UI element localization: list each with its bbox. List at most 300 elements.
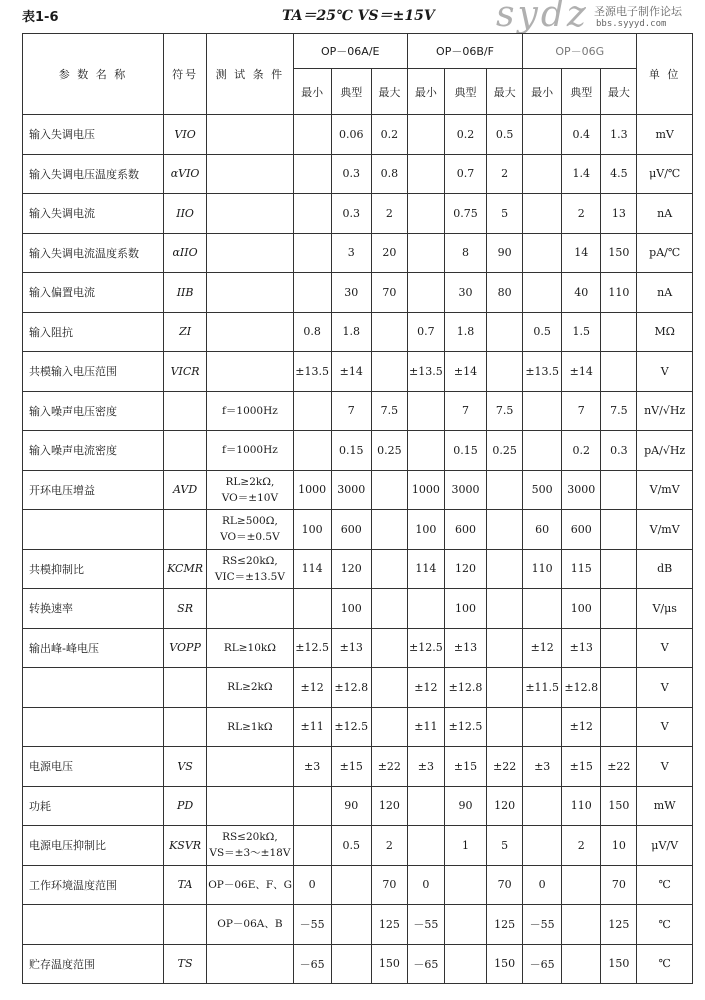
table-row bbox=[23, 273, 693, 313]
param-unit: nA bbox=[637, 273, 693, 313]
value-typ: 0.3 bbox=[331, 154, 371, 194]
value-max bbox=[601, 668, 637, 708]
param-name: 输入失调电流温度系数 bbox=[23, 233, 164, 273]
test-condition bbox=[207, 115, 293, 155]
test-condition bbox=[207, 352, 293, 392]
value-min: ±11 bbox=[407, 707, 444, 747]
param-symbol bbox=[163, 707, 206, 747]
param-unit: V bbox=[637, 707, 693, 747]
value-min bbox=[293, 194, 331, 234]
value-min: 110 bbox=[523, 549, 562, 589]
test-condition bbox=[207, 628, 293, 668]
value-max: 125 bbox=[487, 905, 523, 945]
value-typ: 1.8 bbox=[444, 312, 486, 352]
value-typ: 8 bbox=[444, 233, 486, 273]
value-typ: 600 bbox=[444, 510, 486, 550]
param-unit: ℃ bbox=[637, 865, 693, 905]
value-max: 70 bbox=[601, 865, 637, 905]
param-name bbox=[23, 707, 164, 747]
value-typ: 40 bbox=[562, 273, 601, 313]
value-min: 60 bbox=[523, 510, 562, 550]
value-max bbox=[601, 510, 637, 550]
param-symbol: αVIO bbox=[163, 154, 206, 194]
value-min: ±12.5 bbox=[407, 628, 444, 668]
table-row bbox=[23, 826, 693, 866]
header-typ: 典型 bbox=[331, 69, 371, 115]
value-min: －65 bbox=[523, 944, 562, 984]
value-min: 114 bbox=[407, 549, 444, 589]
table-row bbox=[23, 707, 693, 747]
value-min bbox=[407, 431, 444, 471]
value-typ: 0.3 bbox=[331, 194, 371, 234]
test-conditions: TA＝25℃ VS＝±15V bbox=[282, 8, 435, 24]
param-unit: V bbox=[637, 352, 693, 392]
test-condition bbox=[207, 865, 293, 905]
param-unit: V/mV bbox=[637, 470, 693, 510]
table-row bbox=[23, 668, 693, 708]
header-test: 测 试 条 件 bbox=[207, 34, 293, 115]
value-max bbox=[601, 589, 637, 629]
test-condition bbox=[207, 194, 293, 234]
value-max: 125 bbox=[601, 905, 637, 945]
value-typ: 1.4 bbox=[562, 154, 601, 194]
param-unit: V bbox=[637, 628, 693, 668]
param-symbol: KSVR bbox=[163, 826, 206, 866]
test-condition-line: VO＝±0.5V bbox=[220, 531, 280, 544]
value-max: ±22 bbox=[601, 747, 637, 787]
test-condition bbox=[207, 826, 293, 866]
value-min bbox=[293, 431, 331, 471]
header-min: 最小 bbox=[407, 69, 444, 115]
value-max bbox=[601, 628, 637, 668]
watermark bbox=[488, 0, 705, 34]
test-condition-line: RL≥10kΩ bbox=[223, 641, 276, 654]
value-typ: ±12 bbox=[562, 707, 601, 747]
value-typ: ±13 bbox=[331, 628, 371, 668]
value-max bbox=[487, 470, 523, 510]
value-min: ±3 bbox=[407, 747, 444, 787]
value-typ: 1.5 bbox=[562, 312, 601, 352]
value-max bbox=[601, 707, 637, 747]
value-typ: 0.75 bbox=[444, 194, 486, 234]
value-max bbox=[371, 549, 407, 589]
header-min: 最小 bbox=[523, 69, 562, 115]
value-min bbox=[523, 786, 562, 826]
value-max: 1.3 bbox=[601, 115, 637, 155]
value-max bbox=[601, 549, 637, 589]
value-max bbox=[371, 628, 407, 668]
param-unit: V bbox=[637, 747, 693, 787]
value-typ: ±14 bbox=[444, 352, 486, 392]
value-min: 0 bbox=[407, 865, 444, 905]
test-condition bbox=[207, 233, 293, 273]
param-name bbox=[23, 668, 164, 708]
param-name: 共模抑制比 bbox=[23, 549, 164, 589]
param-symbol: VICR bbox=[163, 352, 206, 392]
table-row bbox=[23, 549, 693, 589]
value-typ: ±12.5 bbox=[331, 707, 371, 747]
value-typ: 110 bbox=[562, 786, 601, 826]
param-symbol: IIB bbox=[163, 273, 206, 313]
value-max: 80 bbox=[487, 273, 523, 313]
test-condition-line: VIC＝±13.5V bbox=[214, 570, 285, 583]
param-symbol bbox=[163, 391, 206, 431]
value-min bbox=[407, 194, 444, 234]
value-max: 0.3 bbox=[601, 431, 637, 471]
table-row bbox=[23, 431, 693, 471]
value-min: 0 bbox=[293, 865, 331, 905]
param-symbol: ZI bbox=[163, 312, 206, 352]
value-typ: 100 bbox=[562, 589, 601, 629]
param-name: 转换速率 bbox=[23, 589, 164, 629]
value-typ: 90 bbox=[331, 786, 371, 826]
value-typ: 0.7 bbox=[444, 154, 486, 194]
value-max: 150 bbox=[601, 786, 637, 826]
value-max: 5 bbox=[487, 826, 523, 866]
value-typ: 0.06 bbox=[331, 115, 371, 155]
value-typ: ±13 bbox=[562, 628, 601, 668]
value-min bbox=[523, 233, 562, 273]
value-typ: 0.2 bbox=[444, 115, 486, 155]
value-min bbox=[523, 707, 562, 747]
value-min: ±11.5 bbox=[523, 668, 562, 708]
param-unit: mW bbox=[637, 786, 693, 826]
test-condition-line: VS＝±3～±18V bbox=[209, 847, 291, 860]
param-symbol bbox=[163, 668, 206, 708]
value-typ: 100 bbox=[444, 589, 486, 629]
value-max bbox=[601, 352, 637, 392]
value-max: 70 bbox=[487, 865, 523, 905]
table-row bbox=[23, 194, 693, 234]
table-row bbox=[23, 352, 693, 392]
value-typ: ±15 bbox=[444, 747, 486, 787]
value-typ: 120 bbox=[331, 549, 371, 589]
test-condition bbox=[207, 589, 293, 629]
header-typ: 典型 bbox=[562, 69, 601, 115]
value-min: ±12 bbox=[407, 668, 444, 708]
value-min bbox=[407, 233, 444, 273]
value-max bbox=[487, 668, 523, 708]
value-min: ±11 bbox=[293, 707, 331, 747]
value-max: 5 bbox=[487, 194, 523, 234]
param-name: 电源电压 bbox=[23, 747, 164, 787]
table-label: 表1-6 bbox=[22, 10, 59, 25]
watermark-site-name: 圣源电子制作论坛 bbox=[594, 5, 682, 18]
param-unit: mV bbox=[637, 115, 693, 155]
value-max bbox=[487, 589, 523, 629]
param-name: 输入噪声电流密度 bbox=[23, 431, 164, 471]
param-unit: V bbox=[637, 668, 693, 708]
value-max bbox=[371, 470, 407, 510]
value-min bbox=[407, 273, 444, 313]
value-min bbox=[407, 115, 444, 155]
table-row bbox=[23, 865, 693, 905]
table-row bbox=[23, 312, 693, 352]
value-typ bbox=[444, 865, 486, 905]
value-typ bbox=[562, 905, 601, 945]
param-name: 输出峰-峰电压 bbox=[23, 628, 164, 668]
value-min: －55 bbox=[523, 905, 562, 945]
table-row bbox=[23, 589, 693, 629]
param-unit: nV/√Hz bbox=[637, 391, 693, 431]
value-typ: ±12.8 bbox=[562, 668, 601, 708]
value-typ: ±12.8 bbox=[444, 668, 486, 708]
test-condition bbox=[207, 549, 293, 589]
param-name bbox=[23, 510, 164, 550]
value-min bbox=[293, 154, 331, 194]
value-typ bbox=[562, 865, 601, 905]
param-name: 工作环境温度范围 bbox=[23, 865, 164, 905]
value-min bbox=[523, 826, 562, 866]
value-max bbox=[601, 312, 637, 352]
value-min bbox=[523, 273, 562, 313]
value-min bbox=[293, 273, 331, 313]
value-max bbox=[601, 470, 637, 510]
test-condition bbox=[207, 391, 293, 431]
value-max: 90 bbox=[487, 233, 523, 273]
value-min: 100 bbox=[407, 510, 444, 550]
value-typ bbox=[444, 905, 486, 945]
header-symbol: 符号 bbox=[163, 34, 206, 115]
value-min bbox=[407, 589, 444, 629]
value-typ bbox=[331, 905, 371, 945]
test-condition bbox=[207, 154, 293, 194]
value-min bbox=[293, 115, 331, 155]
test-condition-line: RL≥2kΩ, bbox=[225, 475, 275, 488]
value-typ: 115 bbox=[562, 549, 601, 589]
param-symbol bbox=[163, 510, 206, 550]
table-row bbox=[23, 786, 693, 826]
test-condition-line: RS≤20kΩ, bbox=[222, 831, 278, 844]
value-typ: ±14 bbox=[562, 352, 601, 392]
param-unit: μV/V bbox=[637, 826, 693, 866]
value-typ: ±15 bbox=[331, 747, 371, 787]
param-symbol: VOPP bbox=[163, 628, 206, 668]
value-typ: 600 bbox=[562, 510, 601, 550]
test-condition-line: RS≤20kΩ, bbox=[222, 554, 278, 567]
value-typ: 7 bbox=[331, 391, 371, 431]
value-typ: 1.8 bbox=[331, 312, 371, 352]
value-min: 0.8 bbox=[293, 312, 331, 352]
test-condition bbox=[207, 905, 293, 945]
header-max: 最大 bbox=[371, 69, 407, 115]
test-condition-line: OP－06E、F、G bbox=[208, 878, 293, 891]
value-min: ±13.5 bbox=[523, 352, 562, 392]
value-typ: 0.15 bbox=[331, 431, 371, 471]
param-name: 输入偏置电流 bbox=[23, 273, 164, 313]
value-min: 500 bbox=[523, 470, 562, 510]
value-typ: 2 bbox=[562, 194, 601, 234]
param-symbol: SR bbox=[163, 589, 206, 629]
value-typ bbox=[562, 944, 601, 984]
param-symbol: KCMR bbox=[163, 549, 206, 589]
param-unit: MΩ bbox=[637, 312, 693, 352]
test-condition bbox=[207, 431, 293, 471]
value-min: －65 bbox=[407, 944, 444, 984]
value-typ: 30 bbox=[331, 273, 371, 313]
value-min: ±3 bbox=[293, 747, 331, 787]
value-min: －55 bbox=[407, 905, 444, 945]
param-name: 共模输入电压范围 bbox=[23, 352, 164, 392]
param-name: 功耗 bbox=[23, 786, 164, 826]
value-min: －55 bbox=[293, 905, 331, 945]
param-unit: pA/℃ bbox=[637, 233, 693, 273]
value-max bbox=[371, 510, 407, 550]
value-min: －65 bbox=[293, 944, 331, 984]
value-typ bbox=[331, 865, 371, 905]
param-symbol: AVD bbox=[163, 470, 206, 510]
value-max bbox=[371, 589, 407, 629]
value-min: ±13.5 bbox=[293, 352, 331, 392]
test-condition bbox=[207, 273, 293, 313]
param-unit: dB bbox=[637, 549, 693, 589]
header-group-op06bf: OP－06B/F bbox=[407, 34, 522, 69]
value-max: 2 bbox=[371, 826, 407, 866]
header-group-op06ae: OP－06A/E bbox=[293, 34, 407, 69]
table-row bbox=[23, 470, 693, 510]
value-min: 114 bbox=[293, 549, 331, 589]
test-condition bbox=[207, 312, 293, 352]
value-min: ±13.5 bbox=[407, 352, 444, 392]
watermark-logo: sydz bbox=[496, 0, 589, 35]
value-typ: 14 bbox=[562, 233, 601, 273]
header-max: 最大 bbox=[487, 69, 523, 115]
value-min bbox=[523, 589, 562, 629]
value-max: 120 bbox=[487, 786, 523, 826]
value-typ: 3000 bbox=[444, 470, 486, 510]
value-min bbox=[523, 431, 562, 471]
value-min: ±12 bbox=[523, 628, 562, 668]
value-typ: 600 bbox=[331, 510, 371, 550]
value-max: 4.5 bbox=[601, 154, 637, 194]
value-typ: ±12.8 bbox=[331, 668, 371, 708]
value-max: 7.5 bbox=[601, 391, 637, 431]
value-min bbox=[523, 194, 562, 234]
param-name: 贮存温度范围 bbox=[23, 944, 164, 984]
test-condition-line: f＝1000Hz bbox=[222, 404, 278, 417]
header-param: 参 数 名 称 bbox=[23, 34, 164, 115]
table-row bbox=[23, 905, 693, 945]
value-min: ±3 bbox=[523, 747, 562, 787]
param-unit: V/mV bbox=[637, 510, 693, 550]
value-max: 13 bbox=[601, 194, 637, 234]
header-min: 最小 bbox=[293, 69, 331, 115]
param-name: 输入噪声电压密度 bbox=[23, 391, 164, 431]
value-typ: 0.4 bbox=[562, 115, 601, 155]
param-name: 输入失调电流 bbox=[23, 194, 164, 234]
param-symbol: TA bbox=[163, 865, 206, 905]
value-typ: 100 bbox=[331, 589, 371, 629]
value-max: 0.5 bbox=[487, 115, 523, 155]
table-row bbox=[23, 747, 693, 787]
param-symbol: TS bbox=[163, 944, 206, 984]
value-max: 150 bbox=[371, 944, 407, 984]
test-condition bbox=[207, 786, 293, 826]
value-typ: 7 bbox=[444, 391, 486, 431]
value-max: 150 bbox=[487, 944, 523, 984]
value-max bbox=[487, 312, 523, 352]
test-condition bbox=[207, 707, 293, 747]
param-name bbox=[23, 905, 164, 945]
value-min: 1000 bbox=[293, 470, 331, 510]
header-max: 最大 bbox=[601, 69, 637, 115]
value-max bbox=[371, 312, 407, 352]
param-unit: nA bbox=[637, 194, 693, 234]
value-max: 70 bbox=[371, 865, 407, 905]
value-max bbox=[487, 549, 523, 589]
value-typ bbox=[331, 944, 371, 984]
test-condition-line: OP－06A、B bbox=[217, 918, 283, 931]
value-min: 100 bbox=[293, 510, 331, 550]
value-max: 7.5 bbox=[371, 391, 407, 431]
value-min bbox=[293, 786, 331, 826]
param-symbol bbox=[163, 905, 206, 945]
value-typ: 90 bbox=[444, 786, 486, 826]
value-typ: ±12.5 bbox=[444, 707, 486, 747]
value-typ: 7 bbox=[562, 391, 601, 431]
value-max bbox=[487, 352, 523, 392]
value-min bbox=[523, 154, 562, 194]
value-min: 0.7 bbox=[407, 312, 444, 352]
value-max: 0.8 bbox=[371, 154, 407, 194]
value-max: 110 bbox=[601, 273, 637, 313]
test-condition-line: RL≥500Ω, bbox=[222, 515, 278, 528]
test-condition bbox=[207, 510, 293, 550]
value-max bbox=[371, 668, 407, 708]
param-name: 电源电压抑制比 bbox=[23, 826, 164, 866]
value-max: 10 bbox=[601, 826, 637, 866]
value-max: 0.25 bbox=[371, 431, 407, 471]
value-min bbox=[407, 391, 444, 431]
value-typ: ±13 bbox=[444, 628, 486, 668]
test-condition bbox=[207, 944, 293, 984]
value-typ: 120 bbox=[444, 549, 486, 589]
value-max: 150 bbox=[601, 233, 637, 273]
value-max: 70 bbox=[371, 273, 407, 313]
test-condition-line: VO＝±10V bbox=[221, 491, 279, 504]
param-unit: ℃ bbox=[637, 905, 693, 945]
value-max: 0.2 bbox=[371, 115, 407, 155]
value-min: ±12.5 bbox=[293, 628, 331, 668]
value-typ: ±14 bbox=[331, 352, 371, 392]
value-min: 1000 bbox=[407, 470, 444, 510]
value-min bbox=[407, 154, 444, 194]
value-typ: 3000 bbox=[562, 470, 601, 510]
value-min bbox=[293, 233, 331, 273]
test-condition-line: RL≥1kΩ bbox=[227, 720, 273, 733]
table-row bbox=[23, 628, 693, 668]
value-typ: ±15 bbox=[562, 747, 601, 787]
value-typ: 1 bbox=[444, 826, 486, 866]
value-typ: 0.2 bbox=[562, 431, 601, 471]
value-min bbox=[407, 826, 444, 866]
value-max: ±22 bbox=[371, 747, 407, 787]
value-min bbox=[523, 115, 562, 155]
header-row-groups bbox=[23, 34, 693, 69]
param-symbol: VIO bbox=[163, 115, 206, 155]
param-symbol: VS bbox=[163, 747, 206, 787]
param-unit: ℃ bbox=[637, 944, 693, 984]
value-max: 0.25 bbox=[487, 431, 523, 471]
table-row bbox=[23, 391, 693, 431]
value-max bbox=[487, 510, 523, 550]
header-unit: 单 位 bbox=[637, 34, 693, 115]
test-condition bbox=[207, 747, 293, 787]
value-max: 150 bbox=[601, 944, 637, 984]
table-row bbox=[23, 115, 693, 155]
value-min bbox=[293, 589, 331, 629]
value-max: 125 bbox=[371, 905, 407, 945]
